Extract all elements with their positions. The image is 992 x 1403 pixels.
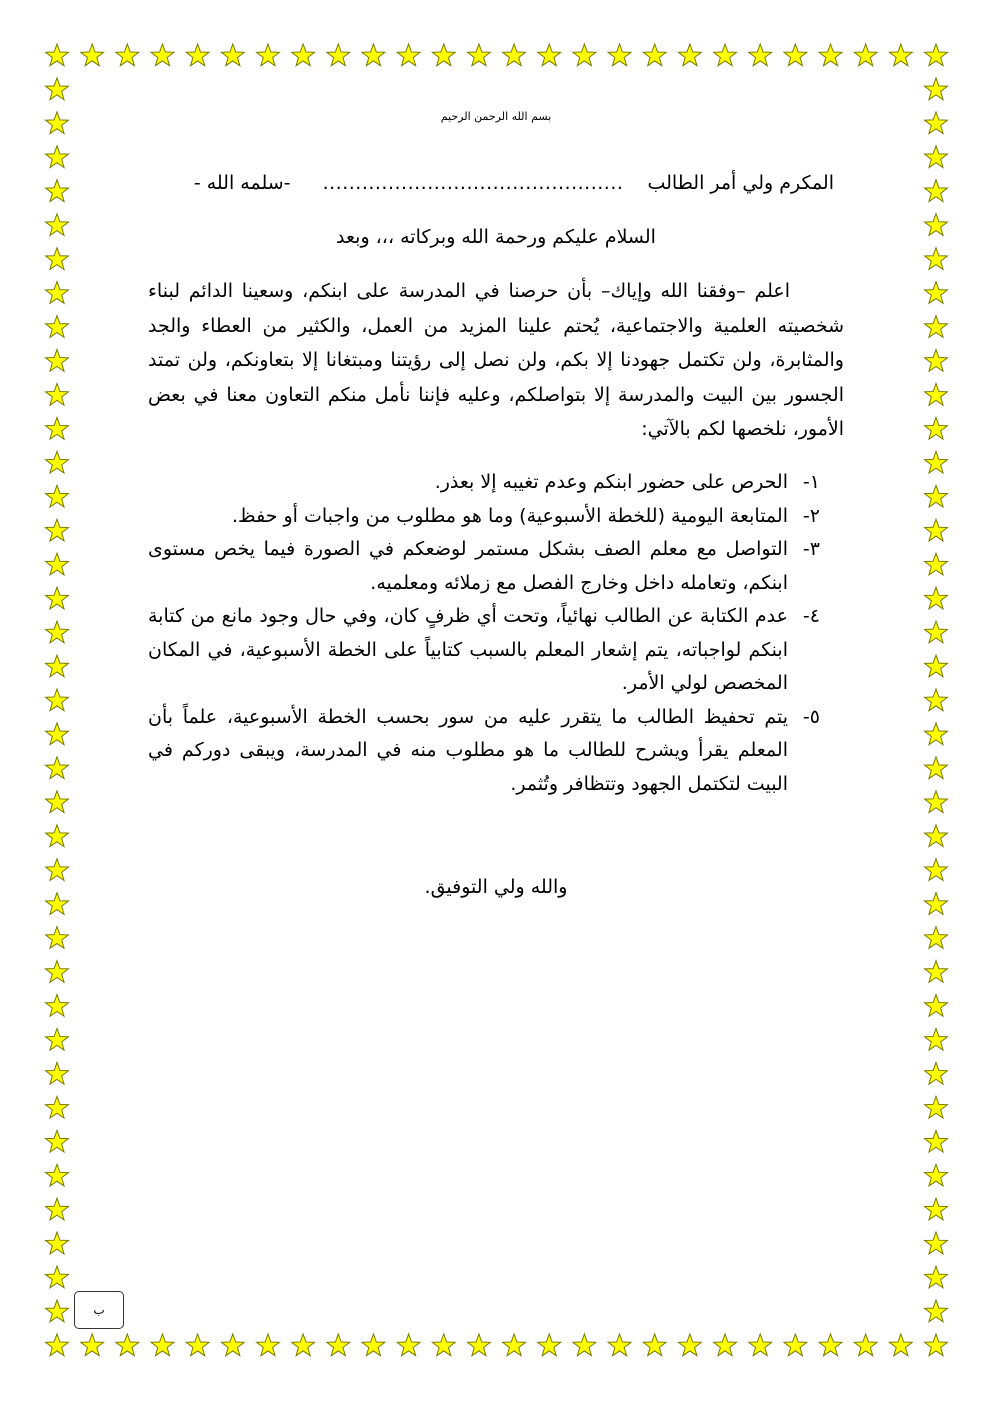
list-item-text: يتم تحفيظ الطالب ما يتقرر عليه من سور بحسب الخطة الأسبوعية، علماً بأن المعلم يقرأ ويشرح للطالب ما هو مطلوب منه في المدرسة، ويبقى دوركم في البيت لتكتمل الجهود وتتظافر وتُثمر. — [148, 705, 788, 795]
greeting: السلام عليكم ورحمة الله وبركاته ،،، وبعد — [336, 226, 656, 248]
intro-paragraph — [148, 274, 844, 447]
list-item-number: ١- — [802, 471, 820, 493]
list-item-text: المتابعة اليومية (للخطة الأسبوعية) وما هو مطلوب من واجبات أو حفظ. — [232, 504, 788, 527]
name-blank-dots: .............................................. — [322, 172, 624, 194]
list-item-text: عدم الكتابة عن الطالب نهائياً، وتحت أي ظرفٍ كان، وفي حال وجود مانع من كتابة ابنكم لواجباته، يتم إشعار المعلم بالسبب كتابياً على الخطة الأسبوعية، في المكان المخصص لولي الأمر. — [148, 605, 788, 694]
list-item — [148, 500, 844, 534]
list-item-number: ٤- — [802, 605, 820, 627]
list-item — [148, 466, 844, 500]
requests-list — [148, 466, 844, 801]
page-number: ب — [93, 1303, 105, 1317]
closing-line: والله ولي التوفيق. — [424, 876, 568, 898]
addressee-blessing: -سلمه الله - — [193, 172, 291, 194]
list-item-number: ٥- — [802, 705, 820, 728]
list-item — [148, 533, 844, 600]
addressee-recipient: المكرم ولي أمر الطالب — [647, 172, 834, 194]
list-item-number: ٣- — [802, 538, 820, 560]
list-item — [148, 701, 844, 802]
list-item-number: ٢- — [802, 504, 820, 527]
list-item-text: الحرص على حضور ابنكم وعدم تغيبه إلا بعذر. — [434, 471, 788, 493]
list-item-text: التواصل مع معلم الصف بشكل مستمر لوضعكم في الصورة فيما يخص مستوى ابنكم، وتعامله داخل وخارج الفصل مع زملائه ومعلميه. — [148, 538, 788, 594]
page-number-box — [74, 1291, 124, 1329]
intro-text: اعلم –وفقنا الله وإياك– بأن حرصنا في المدرسة على ابنكم، وسعينا الدائم لبناء شخصيته العلمية والاجتماعية، يُحتم علينا المزيد من العمل، والكثير من العطاء والجد والمثابرة، ولن تكتمل جهودنا إلا بكم، ولن نصل إلى رؤيتنا ومبتغانا إلا بتعاونكم، ولن تمتد الجسور بين البيت والمدرسة إلا بتواصلكم، وعليه فإننا نأمل منكم التعاون معنا في بعض الأمور، نلخصها لكم بالآتي: — [148, 280, 844, 440]
basmala-header: بسم الله الرحمن الرحيم — [440, 110, 552, 123]
list-item — [148, 600, 844, 701]
addressee-line — [194, 172, 834, 194]
